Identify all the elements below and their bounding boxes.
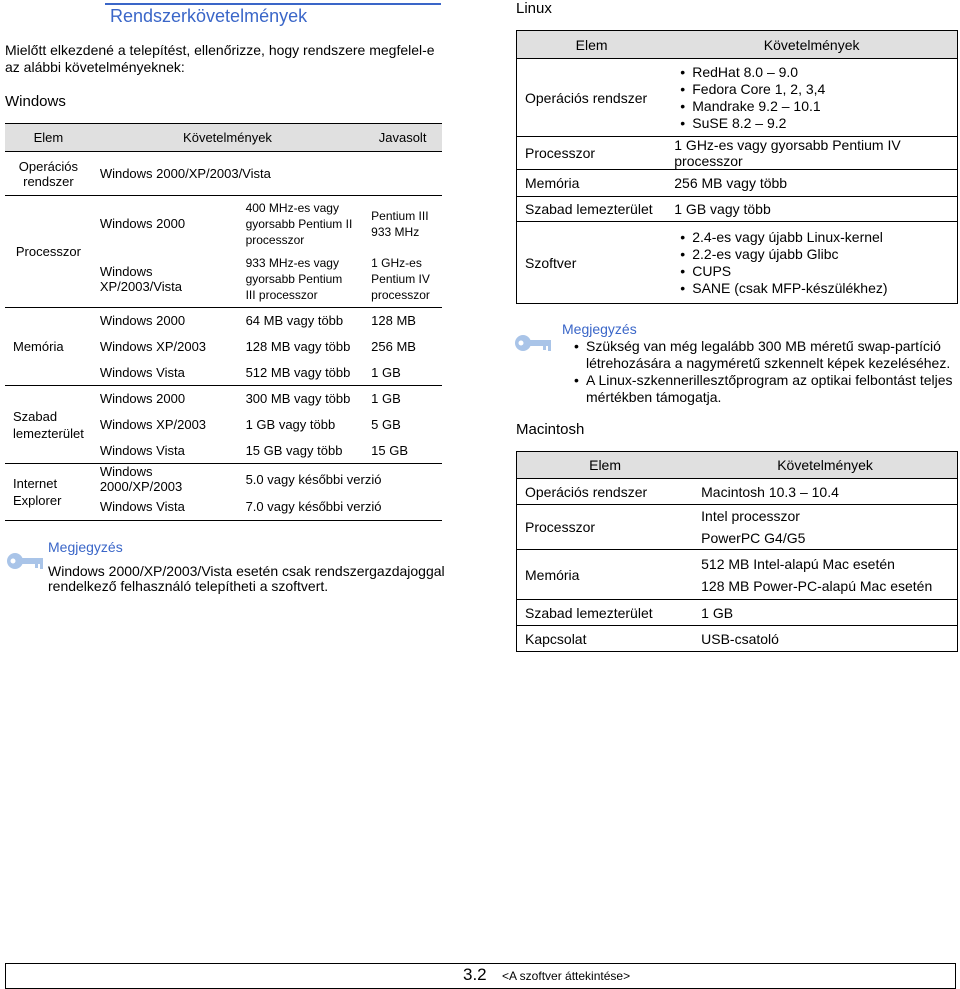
win-cpu-os: Windows 2000 <box>99 216 186 232</box>
win-os-label: Operációs rendszer <box>5 152 92 196</box>
lx-cpu-label: Processzor <box>517 137 667 170</box>
mac-cpu-item: Intel processzor <box>701 508 800 524</box>
lx-sw-item: • 2.4-es vagy újabb Linux-kernel <box>692 229 949 246</box>
win-mem-req: 64 MB vagy több <box>245 313 344 329</box>
win-disk-rec: 15 GB <box>363 438 442 464</box>
col-header-requirements: Követelmények <box>92 124 363 152</box>
mac-cpu-item: PowerPC G4/G5 <box>701 530 806 546</box>
lx-disk-value: 1 GB vagy több <box>666 197 957 222</box>
mac-heading: Macintosh <box>516 421 585 438</box>
lx-os-item: • Fedora Core 1, 2, 3,4 <box>692 81 949 98</box>
windows-requirements-table <box>5 123 442 521</box>
win-mem-rec: 128 MB <box>371 313 416 329</box>
win-mem-os: Windows 2000 <box>99 313 186 329</box>
win-ie-os: Windows 2000/XP/2003 <box>99 464 183 494</box>
windows-note-text: Windows 2000/XP/2003/Vista esetén csak rendszergazdajoggal rendelkező felhasználó telepítheti a szoftvert. <box>48 563 445 594</box>
win-mem-rec: 256 MB <box>371 339 416 354</box>
lx-cpu-value: 1 GHz-es vagy gyorsabb Pentium IV processzor <box>666 137 957 170</box>
title-rule <box>105 3 441 5</box>
mac-mem-item: 128 MB Power-PC-alapú Mac esetén <box>701 577 933 594</box>
lx-sw-item: • 2.2-es vagy újabb Glibc <box>692 246 949 263</box>
win-ie-req: 5.0 vagy későbbi verzió <box>245 471 382 487</box>
mac-mem-item: 512 MB Intel-alapú Mac esetén <box>701 555 895 572</box>
lx-mem-value: 256 MB vagy több <box>666 170 957 197</box>
lx-os-item: • RedHat 8.0 – 9.0 <box>692 64 949 81</box>
mac-conn-value: USB-csatoló <box>693 626 957 652</box>
linux-heading: Linux <box>516 0 552 17</box>
intro-text: Mielőtt elkezdené a telepítést, ellenőrizze, hogy rendszere megfelel-e az alábbi követelményeknek: <box>5 42 435 75</box>
windows-heading: Windows <box>5 93 66 110</box>
lx-os-item: • Mandrake 9.2 – 10.1 <box>692 98 949 115</box>
chapter-label: <A szoftver áttekintése> <box>502 969 631 983</box>
win-disk-req: 300 MB vagy több <box>245 391 351 407</box>
win-cpu-label: Processzor <box>5 196 92 308</box>
win-os-value: Windows 2000/XP/2003/Vista <box>92 152 442 196</box>
win-cpu-rec: 1 GHz-es Pentium IV processzor <box>363 252 442 308</box>
mac-os-value: Macintosh 10.3 – 10.4 <box>693 479 957 505</box>
win-cpu-req: 933 MHz-es vagy gyorsabb Pentium III processzor <box>238 252 364 308</box>
win-disk-label: Szabad lemezterület <box>5 386 92 464</box>
win-ie-label: Internet Explorer <box>5 464 92 521</box>
col-header-requirements: Követelmények <box>666 31 957 59</box>
lx-os-label: Operációs rendszer <box>517 59 667 137</box>
linux-note-title: Megjegyzés <box>562 321 637 337</box>
win-disk-os: Windows 2000 <box>99 391 186 407</box>
win-disk-req: 15 GB vagy több <box>238 438 364 464</box>
win-mem-label: Memória <box>5 308 92 386</box>
mac-conn-label: Kapcsolat <box>517 626 694 652</box>
win-mem-rec: 1 GB <box>363 360 442 386</box>
win-mem-os: Windows Vista <box>92 360 238 386</box>
key-icon <box>513 330 553 361</box>
lx-sw-item: • SANE (csak MFP-készülékhez) <box>692 280 949 297</box>
windows-note-title: Megjegyzés <box>48 539 123 555</box>
lx-mem-label: Memória <box>517 170 667 197</box>
win-disk-req: 1 GB vagy több <box>245 417 336 432</box>
linux-note-item: • Szükség van még legalább 300 MB méretű swap-partíció létrehozására a nagyméretű szkennelt képek kezeléséhez. <box>586 338 954 372</box>
win-ie-req: 7.0 vagy későbbi verzió <box>238 494 442 520</box>
col-header-item: Elem <box>517 31 667 59</box>
col-header-requirements: Követelmények <box>693 452 957 479</box>
mac-cpu-label: Processzor <box>517 505 694 550</box>
mac-mem-label: Memória <box>517 550 694 600</box>
mac-disk-value: 1 GB <box>693 600 957 626</box>
win-cpu-rec: Pentium III 933 MHz <box>371 208 429 239</box>
win-disk-rec: 5 GB <box>371 417 401 432</box>
mac-requirements-table <box>516 451 958 652</box>
win-disk-os: Windows XP/2003 <box>99 417 207 432</box>
win-disk-os: Windows Vista <box>92 438 238 464</box>
mac-disk-label: Szabad lemezterület <box>517 600 694 626</box>
win-mem-os: Windows XP/2003 <box>99 339 207 354</box>
win-disk-rec: 1 GB <box>371 391 401 407</box>
linux-requirements-table <box>516 30 958 304</box>
lx-sw-label: Szoftver <box>517 222 667 304</box>
col-header-recommended: Javasolt <box>363 124 442 152</box>
win-ie-os: Windows Vista <box>92 494 238 520</box>
win-cpu-req: 400 MHz-es vagy gyorsabb Pentium II processzor <box>245 200 353 247</box>
mac-os-label: Operációs rendszer <box>517 479 694 505</box>
lx-os-item: • SuSE 8.2 – 9.2 <box>692 115 949 132</box>
page-title: Rendszerkövetelmények <box>110 6 308 26</box>
lx-disk-label: Szabad lemezterület <box>517 197 667 222</box>
key-icon <box>5 548 45 579</box>
col-header-item: Elem <box>5 124 92 152</box>
col-header-item: Elem <box>517 452 694 479</box>
win-mem-req: 512 MB vagy több <box>238 360 364 386</box>
lx-sw-item: • CUPS <box>692 263 949 280</box>
page-number: 3.2 <box>463 965 487 984</box>
linux-note-item: • A Linux-szkennerillesztőprogram az optikai felbontást teljes mértékben támogatja. <box>586 372 954 406</box>
win-cpu-os: Windows XP/2003/Vista <box>92 252 238 308</box>
win-mem-req: 128 MB vagy több <box>245 339 351 354</box>
